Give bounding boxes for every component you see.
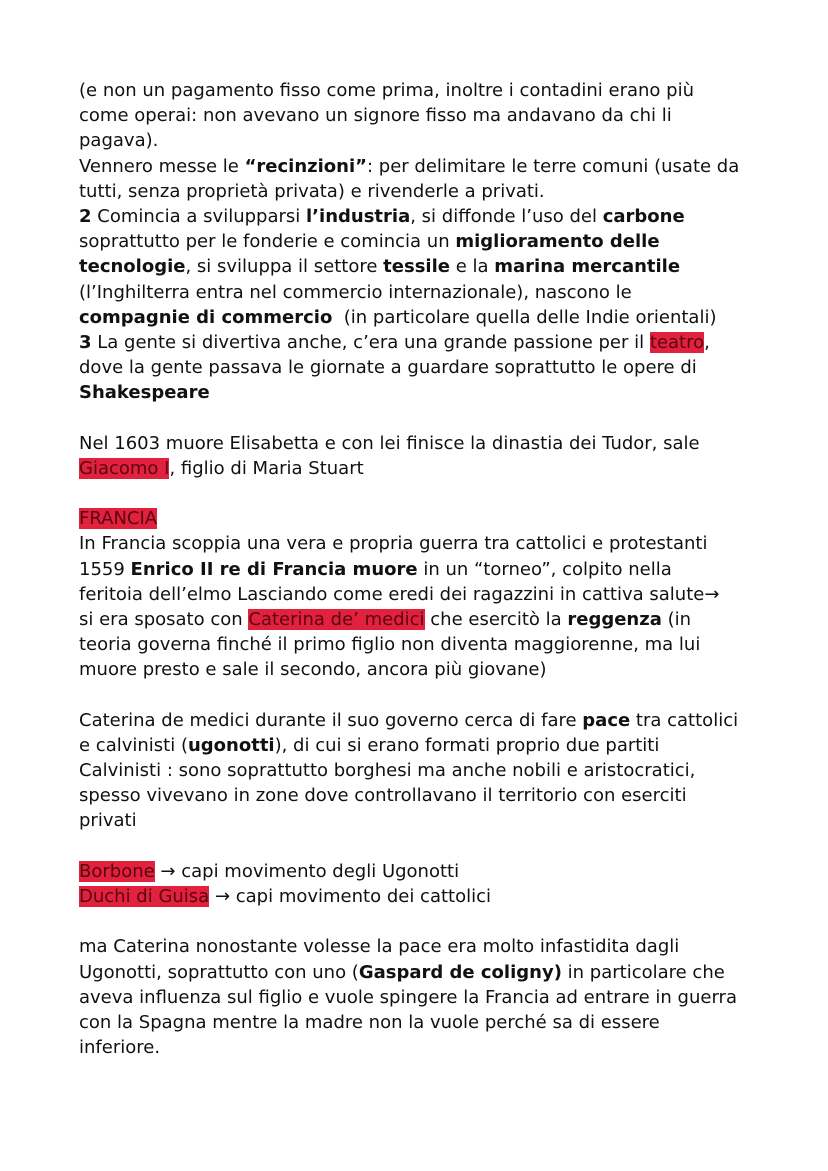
bold-term-ugonotti: ugonotti: [187, 734, 275, 756]
text-span: (e non un pagamento fisso come prima, inoltre i contadini erano più: [79, 80, 694, 101]
text-span: in particolare che: [561, 961, 725, 983]
text-span: muore presto e sale il secondo, ancora più giovane): [79, 659, 547, 681]
bold-term-marina-mercantile: marina mercantile: [494, 256, 681, 278]
text-line: [79, 960, 769, 985]
text-span: con la Spagna mentre la madre non la vuole perché sa di essere: [79, 1011, 660, 1033]
bold-term-shakespeare: Shakespeare: [79, 382, 210, 404]
bold-term-pace: pace: [582, 709, 631, 731]
text-line: [79, 758, 769, 783]
text-line: [79, 355, 769, 380]
bold-term-tecnologie: tecnologie: [79, 256, 186, 278]
text-line: [79, 632, 769, 657]
text-span: feritoia dell’elmo Lasciando come eredi dei ragazzini in cattiva salute→: [79, 583, 720, 605]
text-line: [79, 582, 769, 607]
text-line: [79, 708, 769, 733]
text-line: [79, 179, 769, 204]
point-number: 3: [79, 331, 92, 353]
highlight-caterina: Caterina de’ medici: [248, 608, 425, 630]
text-span: , si diffonde l’uso del: [410, 205, 603, 227]
text-line: [79, 78, 769, 103]
text-span: → capi movimento dei cattolici: [209, 886, 492, 907]
blank-line: [79, 834, 769, 859]
text-span: Ugonotti, soprattutto con uno (: [79, 961, 359, 983]
highlight-francia: FRANCIA: [79, 508, 158, 530]
text-span: spesso vivevano in zone dove controllavano il territorio con eserciti: [79, 785, 687, 807]
text-span: inferiore.: [79, 1037, 161, 1059]
bold-term-tessile: tessile: [383, 256, 450, 278]
text-span: , si sviluppa il settore: [185, 256, 384, 278]
text-span: Comincia a svilupparsi: [91, 205, 307, 227]
text-span: e la: [449, 256, 495, 278]
text-line: [79, 1035, 769, 1060]
text-line: [79, 1010, 769, 1035]
text-span: ,: [704, 331, 710, 353]
text-span: che esercitò la: [424, 608, 568, 630]
text-line: [79, 154, 769, 179]
text-span: tutti, senza proprietà privata) e rivenderle a privati.: [79, 180, 545, 202]
text-line: [79, 934, 769, 959]
text-line: [79, 657, 769, 682]
text-line: [79, 128, 769, 153]
text-line: [79, 103, 769, 128]
text-line: [79, 859, 769, 884]
text-span: dove la gente passava le giornate a guardare soprattutto le opere di: [79, 357, 697, 379]
text-line: [79, 204, 769, 229]
text-span: Calvinisti : sono soprattutto borghesi ma anche nobili e aristocratici,: [79, 760, 696, 782]
text-span: In Francia scoppia una vera e propria guerra tra cattolici e protestanti: [79, 533, 708, 555]
bold-term-reggenza: reggenza: [567, 608, 662, 630]
text-span: ma Caterina nonostante volesse la pace era molto infastidita dagli: [79, 936, 680, 958]
text-line: [79, 456, 769, 481]
highlight-giacomo: Giacomo I: [79, 457, 170, 479]
text-line: [79, 783, 769, 808]
text-span: come operai: non avevano un signore fisso ma andavano da chi li: [79, 105, 672, 127]
text-line: [79, 985, 769, 1010]
text-line: [79, 229, 769, 254]
text-span: teoria governa finché il primo figlio non diventa maggiorenne, ma lui: [79, 634, 701, 656]
blank-line: [79, 683, 769, 708]
text-line: [79, 330, 769, 355]
bold-term-coligny: Gaspard de coligny): [358, 961, 562, 983]
text-span: : per delimitare le terre comuni (usate da: [366, 155, 740, 177]
section-heading: [79, 506, 769, 531]
text-span: e calvinisti (: [79, 734, 188, 756]
bold-term-industria: l’industria: [306, 205, 411, 227]
text-span: pagava).: [79, 130, 159, 152]
text-line: [79, 808, 769, 833]
text-span: La gente si divertiva anche, c’era una grande passione per il: [91, 331, 650, 353]
bold-term-carbone: carbone: [602, 205, 685, 227]
highlight-duchi-di-guisa: Duchi di Guisa: [79, 886, 210, 907]
bold-term-miglioramento: miglioramento delle: [455, 231, 660, 253]
text-span: 1559: [79, 558, 131, 580]
text-line: [79, 531, 769, 556]
blank-line: [79, 481, 769, 506]
text-span: ), di cui si erano formati proprio due partiti: [274, 734, 660, 756]
bold-term-enrico: Enrico II re di Francia muore: [130, 558, 418, 580]
text-span: , figlio di Maria Stuart: [169, 457, 364, 479]
text-span: (in particolare quella delle Indie orientali): [332, 306, 717, 328]
text-span: soprattutto per le fonderie e comincia un: [79, 231, 456, 253]
text-span: tra cattolici: [630, 709, 739, 731]
text-span: Nel 1603 muore Elisabetta e con lei finisce la dinastia dei Tudor, sale: [79, 432, 700, 454]
text-line: [79, 380, 769, 405]
text-line: [79, 884, 769, 909]
text-span: aveva influenza sul figlio e vuole spingere la Francia ad entrare in guerra: [79, 986, 737, 1008]
text-line: [79, 254, 769, 279]
text-span: (l’Inghilterra entra nel commercio internazionale), nascono le: [79, 281, 632, 303]
text-span: → capi movimento degli Ugonotti: [154, 860, 460, 882]
text-line: [79, 557, 769, 582]
blank-line: [79, 405, 769, 430]
text-line: [79, 305, 769, 330]
text-span: (in: [661, 608, 692, 630]
text-span: Caterina de medici durante il suo governo cerca di fare: [79, 709, 583, 731]
highlight-borbone: Borbone: [79, 860, 155, 882]
point-number: 2: [79, 205, 92, 227]
highlight-teatro: teatro: [649, 331, 705, 353]
bold-term-compagnie: compagnie di commercio: [79, 306, 333, 328]
text-line: [79, 280, 769, 305]
document-page: [79, 78, 769, 1060]
blank-line: [79, 909, 769, 934]
text-span: Vennero messe le: [79, 155, 245, 177]
text-span: in un “torneo”, colpito nella: [417, 558, 672, 580]
bold-term-recinzioni: “recinzioni”: [244, 155, 367, 177]
text-span: privati: [79, 810, 137, 832]
text-line: [79, 607, 769, 632]
text-line: [79, 431, 769, 456]
text-line: [79, 733, 769, 758]
text-span: si era sposato con: [79, 608, 249, 630]
